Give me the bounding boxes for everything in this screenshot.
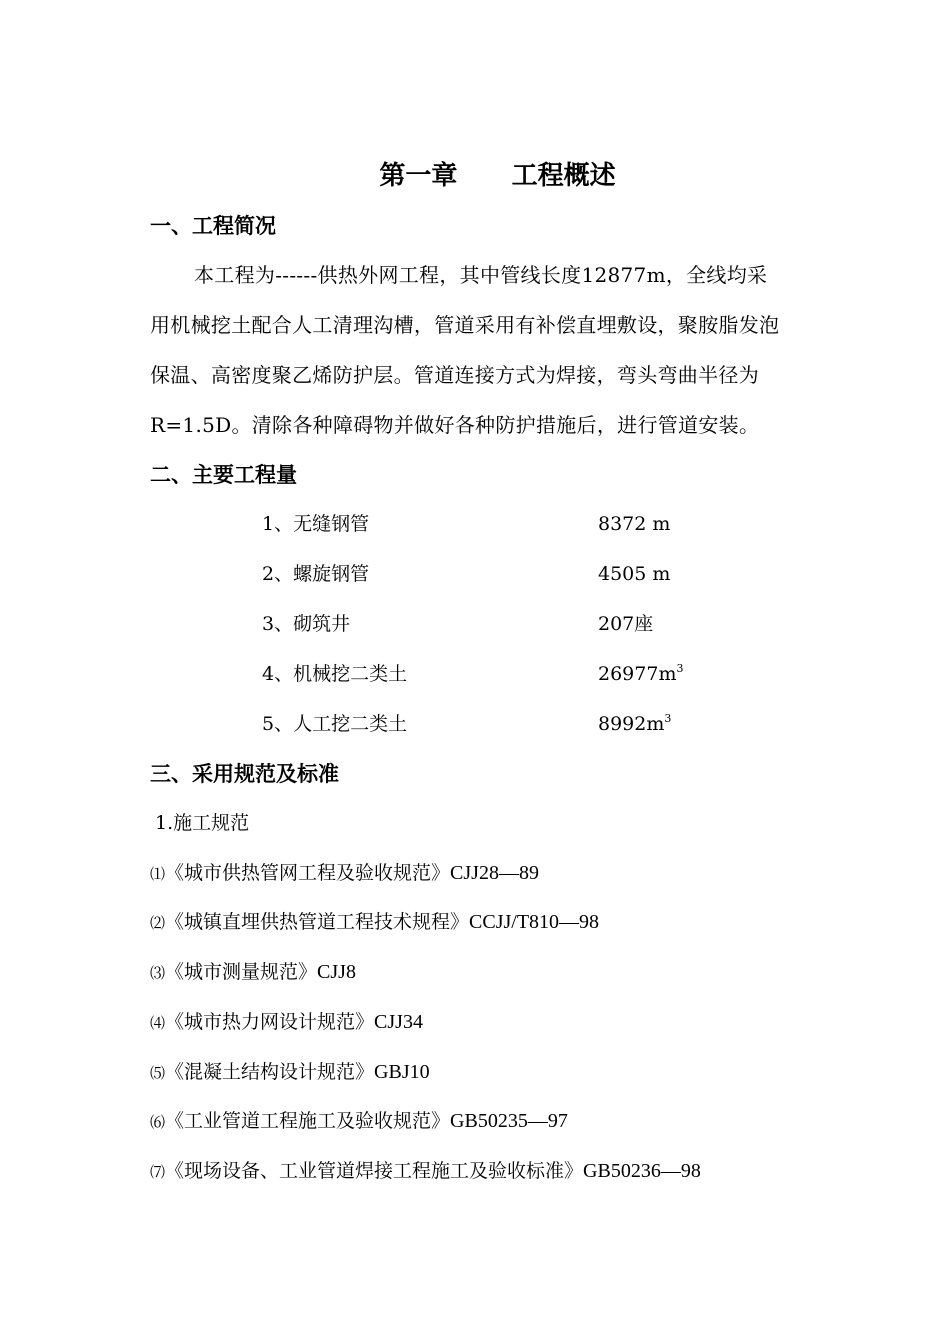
quantity-item bbox=[262, 609, 762, 639]
standard-item bbox=[150, 957, 356, 987]
standard-item bbox=[150, 1156, 701, 1186]
standard-item bbox=[150, 858, 539, 888]
standard-code: GB50235—97 bbox=[450, 1110, 568, 1132]
quantity-value: 8372 m bbox=[598, 513, 671, 535]
standard-number: ⑵ bbox=[150, 914, 166, 932]
quantity-value: $8992m^3$ bbox=[598, 712, 672, 735]
standard-title: 《城镇直埋供热管道工程技术规程》 bbox=[165, 911, 470, 933]
overview-paragraph bbox=[150, 250, 850, 450]
section-heading-standards: 三、采用规范及标准 bbox=[150, 762, 339, 786]
standard-code: CJJ28—89 bbox=[450, 862, 539, 884]
standard-title: 《混凝土结构设计规范》 bbox=[165, 1061, 375, 1083]
chapter-title: 第一章 工程概述 bbox=[379, 161, 616, 191]
quantity-name: 2、螺旋钢管 bbox=[262, 563, 370, 585]
standard-title: 《现场设备、工业管道焊接工程施工及验收标准》 bbox=[165, 1160, 584, 1182]
standard-title: 《工业管道工程施工及验收规范》 bbox=[165, 1110, 451, 1132]
quantity-name: 4、机械挖二类土 bbox=[262, 663, 408, 685]
quantity-item bbox=[262, 709, 762, 739]
sub-heading-construction-codes: 1.施工规范 bbox=[155, 812, 250, 834]
standard-code: GB50236—98 bbox=[583, 1160, 701, 1182]
standard-item bbox=[150, 907, 599, 937]
standard-code: GBJ10 bbox=[374, 1061, 430, 1083]
quantity-item bbox=[262, 509, 762, 539]
quantity-name: 1、无缝钢管 bbox=[262, 513, 370, 535]
standard-number: ⑸ bbox=[150, 1064, 166, 1082]
standard-title: 《城市热力网设计规范》 bbox=[165, 1011, 375, 1033]
quantity-name: 5、人工挖二类土 bbox=[262, 713, 408, 735]
standard-code: CJJ34 bbox=[374, 1011, 423, 1033]
standard-number: ⑹ bbox=[150, 1113, 166, 1131]
standard-title: 《城市测量规范》 bbox=[165, 961, 318, 983]
quantity-value: $26977m^3$ bbox=[598, 662, 684, 685]
standard-code: CJJ8 bbox=[317, 961, 356, 983]
quantity-item bbox=[262, 559, 762, 589]
paragraph-line: R=1.5D。清除各种障碍物并做好各种防护措施后，进行管道安装。 bbox=[150, 413, 760, 437]
standard-item bbox=[150, 1007, 423, 1037]
standard-number: ⑶ bbox=[150, 964, 166, 982]
quantity-value: 207座 bbox=[598, 613, 654, 635]
quantity-item bbox=[262, 659, 762, 689]
paragraph-line: 本工程为------供热外网工程，其中管线长度12877m，全线均采 bbox=[194, 263, 768, 287]
standard-item bbox=[150, 1106, 568, 1136]
standard-code: CCJJ/T810—98 bbox=[469, 911, 600, 933]
section-heading-overview: 一、工程简况 bbox=[150, 214, 276, 238]
paragraph-line: 用机械挖土配合人工清理沟槽，管道采用有补偿直埋敷设，聚胺脂发泡 bbox=[150, 313, 780, 337]
standard-item bbox=[150, 1057, 430, 1087]
standard-number: ⑷ bbox=[150, 1014, 166, 1032]
quantity-value: 4505 m bbox=[598, 563, 671, 585]
standard-number: ⑺ bbox=[150, 1163, 166, 1181]
quantity-name: 3、砌筑井 bbox=[262, 613, 351, 635]
section-heading-quantities: 二、主要工程量 bbox=[150, 463, 297, 487]
standard-number: ⑴ bbox=[150, 865, 166, 883]
paragraph-line: 保温、高密度聚乙烯防护层。管道连接方式为焊接，弯头弯曲半径为 bbox=[150, 363, 759, 387]
standard-title: 《城市供热管网工程及验收规范》 bbox=[165, 862, 451, 884]
